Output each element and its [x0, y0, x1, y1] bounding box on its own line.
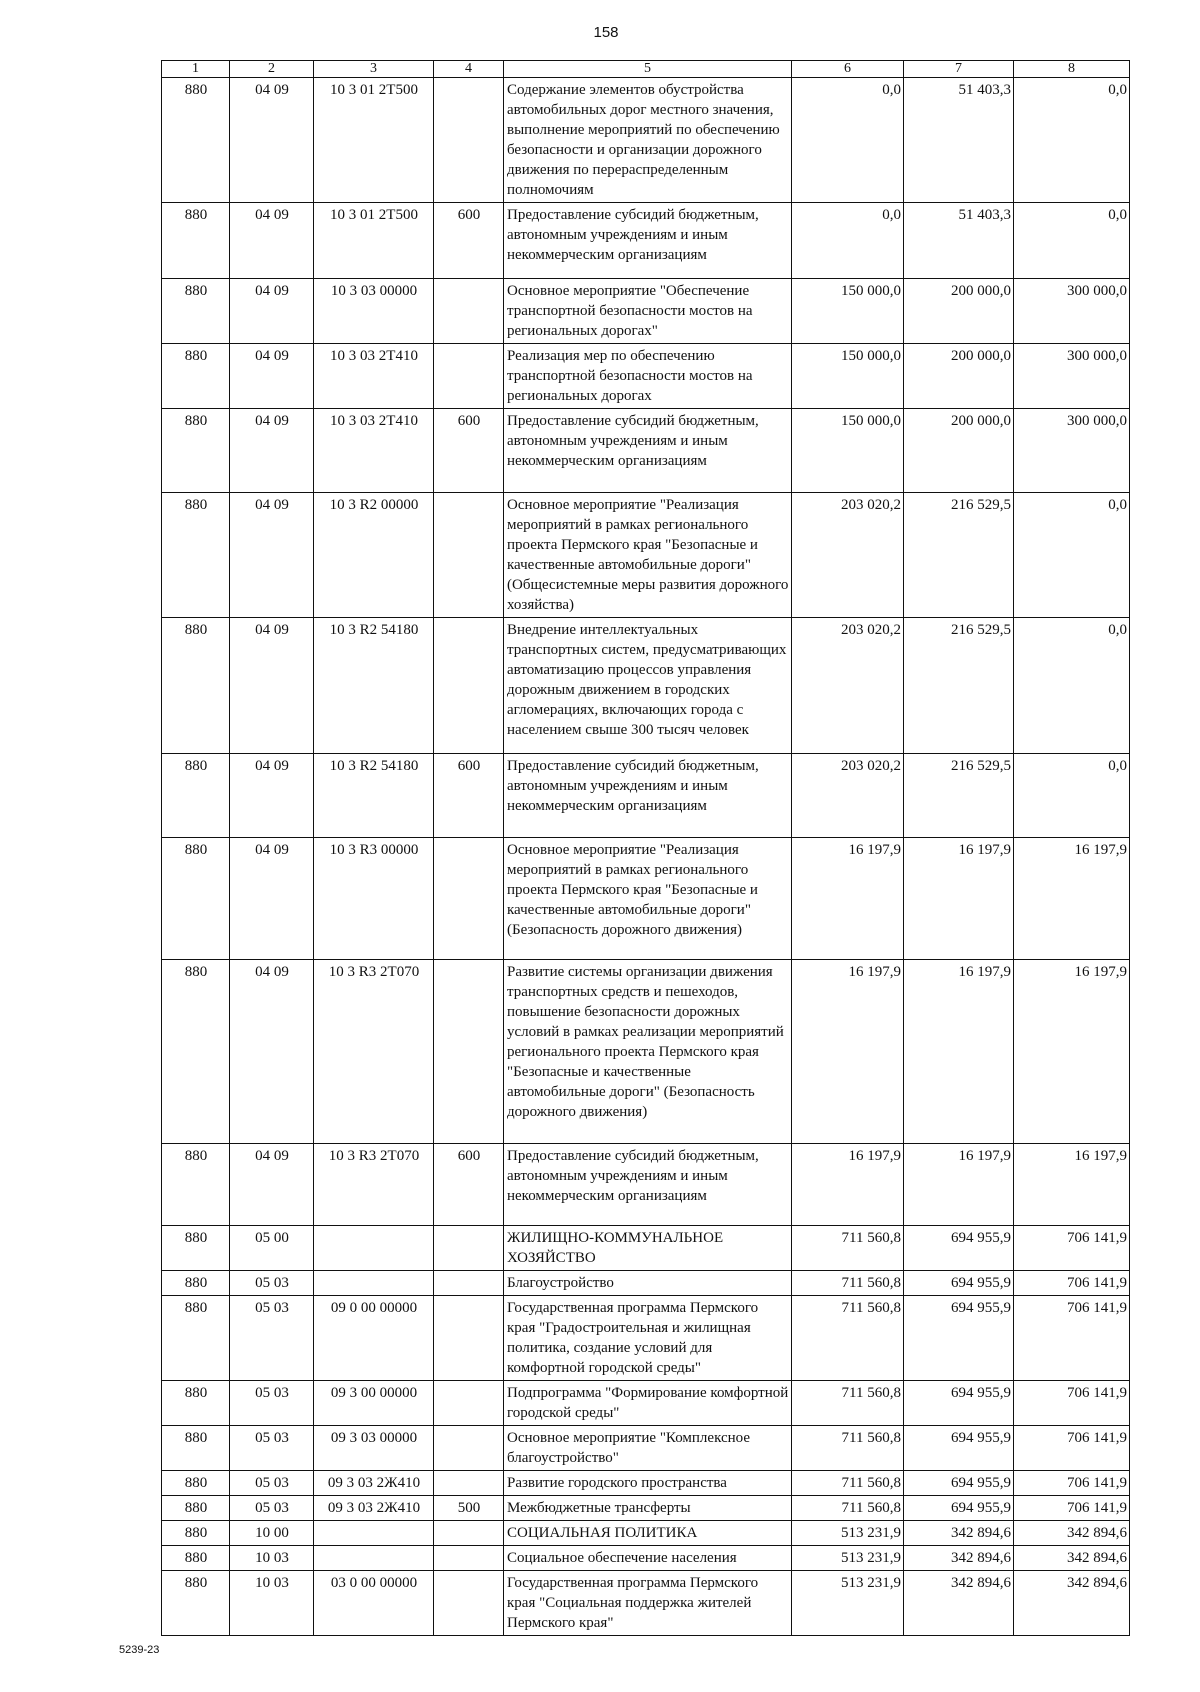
cell-expense-type-code	[434, 960, 504, 1144]
cell-sum-2023: 513 231,9	[792, 1571, 904, 1636]
cell-sum-2024: 694 955,9	[904, 1381, 1014, 1426]
cell-grbs-code: 880	[162, 1271, 230, 1296]
cell-expense-type-code: 600	[434, 409, 504, 493]
cell-sum-2025: 0,0	[1014, 78, 1130, 203]
cell-sum-2024: 16 197,9	[904, 960, 1014, 1144]
cell-sum-2023: 203 020,2	[792, 754, 904, 838]
cell-sum-2025: 0,0	[1014, 618, 1130, 754]
cell-name: Основное мероприятие "Реализация мероприятий в рамках регионального проекта Пермского края "Безопасные и качественные автомобильные дороги" (Общесистемные меры развития дорожного хозяйства)	[504, 493, 792, 618]
cell-expense-type-code	[434, 279, 504, 344]
table-row	[162, 838, 1130, 960]
cell-target-article-code: 10 3 R3 2Т070	[314, 960, 434, 1144]
table-row	[162, 344, 1130, 409]
cell-sum-2024: 694 955,9	[904, 1226, 1014, 1271]
table-row	[162, 78, 1130, 203]
cell-section-code: 04 09	[230, 493, 314, 618]
cell-target-article-code: 09 3 03 2Ж410	[314, 1496, 434, 1521]
cell-name: Внедрение интеллектуальных транспортных систем, предусматривающих автоматизацию процессов управления дорожным движением в городских агломерациях, включающих города с населением свыше 300 тысяч человек	[504, 618, 792, 754]
cell-sum-2024: 200 000,0	[904, 344, 1014, 409]
cell-sum-2023: 150 000,0	[792, 344, 904, 409]
cell-sum-2025: 300 000,0	[1014, 279, 1130, 344]
table-body	[162, 78, 1130, 1636]
cell-grbs-code: 880	[162, 1546, 230, 1571]
cell-sum-2024: 342 894,6	[904, 1546, 1014, 1571]
cell-name: Основное мероприятие "Реализация мероприятий в рамках регионального проекта Пермского края "Безопасные и качественные автомобильные дороги" (Безопасность дорожного движения)	[504, 838, 792, 960]
table-row	[162, 754, 1130, 838]
cell-sum-2024: 694 955,9	[904, 1426, 1014, 1471]
budget-table	[161, 60, 1130, 1636]
table-row	[162, 1571, 1130, 1636]
cell-sum-2023: 711 560,8	[792, 1496, 904, 1521]
cell-section-code: 10 03	[230, 1546, 314, 1571]
cell-expense-type-code	[434, 1546, 504, 1571]
cell-expense-type-code	[434, 1381, 504, 1426]
cell-name: Межбюджетные трансферты	[504, 1496, 792, 1521]
cell-target-article-code: 09 0 00 00000	[314, 1296, 434, 1381]
cell-expense-type-code	[434, 1471, 504, 1496]
cell-sum-2023: 0,0	[792, 203, 904, 279]
cell-section-code: 04 09	[230, 203, 314, 279]
cell-grbs-code: 880	[162, 409, 230, 493]
cell-sum-2024: 694 955,9	[904, 1296, 1014, 1381]
cell-name: Развитие городского пространства	[504, 1471, 792, 1496]
cell-sum-2024: 694 955,9	[904, 1496, 1014, 1521]
cell-sum-2024: 342 894,6	[904, 1571, 1014, 1636]
cell-section-code: 04 09	[230, 279, 314, 344]
cell-sum-2024: 216 529,5	[904, 754, 1014, 838]
cell-sum-2023: 711 560,8	[792, 1271, 904, 1296]
cell-name: ЖИЛИЩНО-КОММУНАЛЬНОЕ ХОЗЯЙСТВО	[504, 1226, 792, 1271]
cell-sum-2023: 203 020,2	[792, 493, 904, 618]
cell-sum-2024: 694 955,9	[904, 1271, 1014, 1296]
cell-section-code: 10 03	[230, 1571, 314, 1636]
cell-name: Государственная программа Пермского края "Социальная поддержка жителей Пермского края"	[504, 1571, 792, 1636]
cell-target-article-code: 10 3 R2 54180	[314, 754, 434, 838]
cell-sum-2024: 51 403,3	[904, 203, 1014, 279]
cell-sum-2023: 16 197,9	[792, 1144, 904, 1226]
cell-grbs-code: 880	[162, 1381, 230, 1426]
cell-name: Основное мероприятие "Комплексное благоустройство"	[504, 1426, 792, 1471]
cell-sum-2023: 203 020,2	[792, 618, 904, 754]
cell-sum-2025: 342 894,6	[1014, 1546, 1130, 1571]
cell-expense-type-code	[434, 1521, 504, 1546]
cell-name: Социальное обеспечение населения	[504, 1546, 792, 1571]
column-header-7: 7	[904, 61, 1014, 78]
cell-sum-2025: 706 141,9	[1014, 1426, 1130, 1471]
cell-sum-2024: 200 000,0	[904, 279, 1014, 344]
cell-section-code: 05 03	[230, 1271, 314, 1296]
cell-sum-2023: 16 197,9	[792, 838, 904, 960]
cell-sum-2023: 513 231,9	[792, 1546, 904, 1571]
cell-name: Основное мероприятие "Обеспечение транспортной безопасности мостов на региональных дорогах"	[504, 279, 792, 344]
cell-grbs-code: 880	[162, 1571, 230, 1636]
cell-target-article-code: 10 3 03 2Т410	[314, 344, 434, 409]
cell-name: Предоставление субсидий бюджетным, автономным учреждениям и иным некоммерческим организациям	[504, 203, 792, 279]
column-header-2: 2	[230, 61, 314, 78]
cell-target-article-code: 09 3 03 00000	[314, 1426, 434, 1471]
table-row	[162, 409, 1130, 493]
cell-expense-type-code	[434, 1226, 504, 1271]
cell-sum-2023: 711 560,8	[792, 1471, 904, 1496]
cell-sum-2023: 711 560,8	[792, 1226, 904, 1271]
cell-sum-2023: 513 231,9	[792, 1521, 904, 1546]
cell-target-article-code: 10 3 01 2Т500	[314, 78, 434, 203]
cell-expense-type-code	[434, 493, 504, 618]
cell-name: Предоставление субсидий бюджетным, автономным учреждениям и иным некоммерческим организациям	[504, 1144, 792, 1226]
cell-target-article-code: 10 3 R3 2Т070	[314, 1144, 434, 1226]
cell-grbs-code: 880	[162, 1521, 230, 1546]
table-row	[162, 1546, 1130, 1571]
cell-sum-2023: 150 000,0	[792, 279, 904, 344]
cell-name: Благоустройство	[504, 1271, 792, 1296]
cell-expense-type-code	[434, 78, 504, 203]
cell-grbs-code: 880	[162, 1496, 230, 1521]
cell-name: Развитие системы организации движения транспортных средств и пешеходов, повышение безопасности дорожных условий в рамках реализации мероприятий регионального проекта Пермского края "Безопасные и качественные автомобильные дороги" (Безопасность дорожного движения)	[504, 960, 792, 1144]
cell-expense-type-code: 600	[434, 203, 504, 279]
cell-sum-2025: 300 000,0	[1014, 409, 1130, 493]
column-header-4: 4	[434, 61, 504, 78]
page-number: 158	[593, 24, 619, 41]
cell-sum-2025: 706 141,9	[1014, 1471, 1130, 1496]
cell-name: Подпрограмма "Формирование комфортной городской среды"	[504, 1381, 792, 1426]
cell-section-code: 05 03	[230, 1471, 314, 1496]
cell-expense-type-code	[434, 1426, 504, 1471]
cell-grbs-code: 880	[162, 960, 230, 1144]
cell-sum-2023: 711 560,8	[792, 1296, 904, 1381]
cell-grbs-code: 880	[162, 344, 230, 409]
table-row	[162, 493, 1130, 618]
cell-sum-2024: 694 955,9	[904, 1471, 1014, 1496]
table-row	[162, 1426, 1130, 1471]
cell-grbs-code: 880	[162, 78, 230, 203]
cell-sum-2024: 16 197,9	[904, 838, 1014, 960]
column-header-8: 8	[1014, 61, 1130, 78]
cell-expense-type-code: 500	[434, 1496, 504, 1521]
document-code: 5239-23	[119, 1644, 160, 1656]
table-row	[162, 1381, 1130, 1426]
cell-sum-2023: 711 560,8	[792, 1426, 904, 1471]
cell-expense-type-code	[434, 1296, 504, 1381]
cell-target-article-code	[314, 1521, 434, 1546]
cell-section-code: 05 03	[230, 1381, 314, 1426]
cell-sum-2025: 16 197,9	[1014, 960, 1130, 1144]
cell-section-code: 05 03	[230, 1296, 314, 1381]
cell-grbs-code: 880	[162, 1144, 230, 1226]
cell-grbs-code: 880	[162, 618, 230, 754]
cell-sum-2023: 0,0	[792, 78, 904, 203]
cell-sum-2025: 706 141,9	[1014, 1271, 1130, 1296]
table-row	[162, 279, 1130, 344]
cell-sum-2024: 51 403,3	[904, 78, 1014, 203]
table-row	[162, 1144, 1130, 1226]
column-header-3: 3	[314, 61, 434, 78]
cell-sum-2025: 0,0	[1014, 754, 1130, 838]
cell-target-article-code: 09 3 03 2Ж410	[314, 1471, 434, 1496]
cell-expense-type-code: 600	[434, 1144, 504, 1226]
cell-sum-2024: 216 529,5	[904, 618, 1014, 754]
cell-expense-type-code	[434, 344, 504, 409]
cell-section-code: 05 03	[230, 1426, 314, 1471]
table-row	[162, 1226, 1130, 1271]
cell-sum-2024: 16 197,9	[904, 1144, 1014, 1226]
table-row	[162, 203, 1130, 279]
cell-target-article-code	[314, 1271, 434, 1296]
cell-grbs-code: 880	[162, 838, 230, 960]
cell-section-code: 04 09	[230, 960, 314, 1144]
cell-sum-2025: 0,0	[1014, 493, 1130, 618]
cell-section-code: 04 09	[230, 78, 314, 203]
cell-expense-type-code	[434, 1571, 504, 1636]
cell-sum-2025: 16 197,9	[1014, 838, 1130, 960]
cell-expense-type-code	[434, 838, 504, 960]
cell-section-code: 04 09	[230, 754, 314, 838]
cell-sum-2025: 16 197,9	[1014, 1144, 1130, 1226]
cell-sum-2023: 150 000,0	[792, 409, 904, 493]
cell-sum-2025: 706 141,9	[1014, 1296, 1130, 1381]
cell-grbs-code: 880	[162, 493, 230, 618]
cell-target-article-code: 10 3 R2 00000	[314, 493, 434, 618]
cell-sum-2025: 300 000,0	[1014, 344, 1130, 409]
cell-section-code: 04 09	[230, 838, 314, 960]
cell-target-article-code: 09 3 00 00000	[314, 1381, 434, 1426]
cell-section-code: 04 09	[230, 344, 314, 409]
cell-sum-2024: 216 529,5	[904, 493, 1014, 618]
cell-target-article-code: 10 3 03 00000	[314, 279, 434, 344]
cell-section-code: 05 00	[230, 1226, 314, 1271]
column-header-5: 5	[504, 61, 792, 78]
cell-grbs-code: 880	[162, 1226, 230, 1271]
column-header-6: 6	[792, 61, 904, 78]
table-row	[162, 1271, 1130, 1296]
table-row	[162, 1496, 1130, 1521]
cell-section-code: 10 00	[230, 1521, 314, 1546]
cell-grbs-code: 880	[162, 1296, 230, 1381]
cell-sum-2025: 706 141,9	[1014, 1381, 1130, 1426]
cell-sum-2025: 0,0	[1014, 203, 1130, 279]
table-row	[162, 1471, 1130, 1496]
table-row	[162, 1521, 1130, 1546]
cell-grbs-code: 880	[162, 203, 230, 279]
cell-target-article-code: 10 3 R2 54180	[314, 618, 434, 754]
cell-name: Реализация мер по обеспечению транспортной безопасности мостов на региональных дорогах	[504, 344, 792, 409]
cell-sum-2025: 706 141,9	[1014, 1226, 1130, 1271]
cell-section-code: 05 03	[230, 1496, 314, 1521]
cell-expense-type-code	[434, 1271, 504, 1296]
cell-name: СОЦИАЛЬНАЯ ПОЛИТИКА	[504, 1521, 792, 1546]
cell-sum-2025: 706 141,9	[1014, 1496, 1130, 1521]
cell-target-article-code: 03 0 00 00000	[314, 1571, 434, 1636]
cell-target-article-code: 10 3 01 2Т500	[314, 203, 434, 279]
table-row	[162, 960, 1130, 1144]
cell-grbs-code: 880	[162, 1471, 230, 1496]
table-row	[162, 1296, 1130, 1381]
cell-sum-2024: 342 894,6	[904, 1521, 1014, 1546]
cell-target-article-code: 10 3 R3 00000	[314, 838, 434, 960]
cell-expense-type-code: 600	[434, 754, 504, 838]
cell-sum-2023: 16 197,9	[792, 960, 904, 1144]
cell-name: Предоставление субсидий бюджетным, автономным учреждениям и иным некоммерческим организациям	[504, 409, 792, 493]
cell-name: Государственная программа Пермского края "Градостроительная и жилищная политика, создание условий для комфортной городской среды"	[504, 1296, 792, 1381]
cell-target-article-code	[314, 1546, 434, 1571]
cell-section-code: 04 09	[230, 618, 314, 754]
cell-section-code: 04 09	[230, 1144, 314, 1226]
table-row	[162, 618, 1130, 754]
cell-section-code: 04 09	[230, 409, 314, 493]
cell-grbs-code: 880	[162, 279, 230, 344]
cell-sum-2023: 711 560,8	[792, 1381, 904, 1426]
header-row	[162, 61, 1130, 78]
column-header-1: 1	[162, 61, 230, 78]
cell-target-article-code	[314, 1226, 434, 1271]
cell-sum-2025: 342 894,6	[1014, 1571, 1130, 1636]
cell-name: Содержание элементов обустройства автомобильных дорог местного значения, выполнение мероприятий по обеспечению безопасности и организации дорожного движения по перераспределенным полномочиям	[504, 78, 792, 203]
cell-grbs-code: 880	[162, 1426, 230, 1471]
cell-name: Предоставление субсидий бюджетным, автономным учреждениям и иным некоммерческим организациям	[504, 754, 792, 838]
cell-sum-2024: 200 000,0	[904, 409, 1014, 493]
cell-target-article-code: 10 3 03 2Т410	[314, 409, 434, 493]
cell-grbs-code: 880	[162, 754, 230, 838]
cell-expense-type-code	[434, 618, 504, 754]
cell-sum-2025: 342 894,6	[1014, 1521, 1130, 1546]
